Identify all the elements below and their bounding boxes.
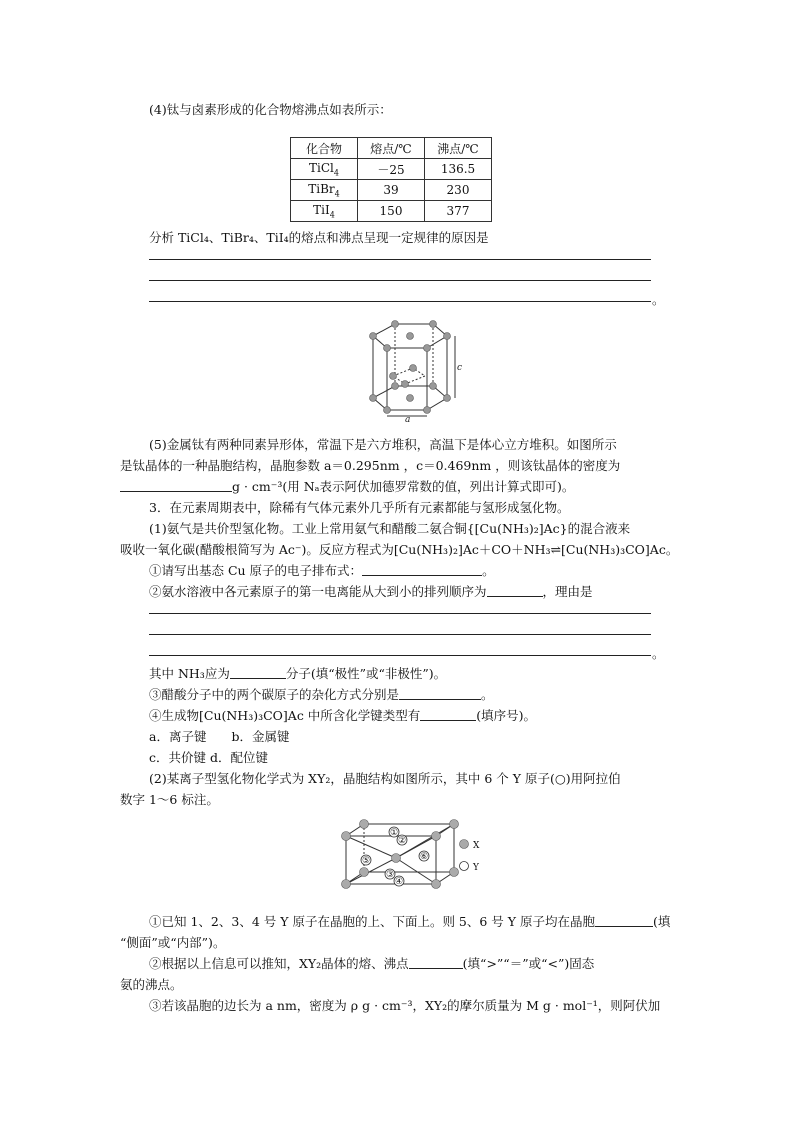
q3-s1: ①请写出基态 Cu 原子的电子排布式： 。 — [149, 563, 495, 578]
q3-t2-line2: 氨的沸点。 — [120, 977, 183, 992]
q3-s4: ④生成物[Cu(NH₃)₃CO]Ac 中所含化学键类型有 (填序号)。 — [149, 708, 537, 723]
table-header-row — [291, 138, 492, 159]
atom-label: ③ — [386, 870, 395, 880]
table-cell: TiI$_4$ — [291, 201, 358, 222]
q3-p1-line2: 吸收一氧化碳(醋酸根简写为 Ac⁻)。反应方程式为[Cu(NH₃)₂]Ac＋CO＋NH₃⇌[Cu(NH₃)₃CO]Ac。 — [120, 542, 679, 557]
table-row — [291, 159, 492, 180]
end-mark: 。 — [652, 646, 665, 661]
table-row — [291, 180, 492, 201]
answer-blank[interactable] — [420, 708, 476, 721]
q3-t1-line1: ①已知 1、2、3、4 号 Y 原子在晶胞的上、下面上。则 5、6 号 Y 原子均在晶胞 (填 — [149, 914, 671, 929]
table-header: 化合物 — [291, 138, 358, 159]
answer-blank[interactable] — [487, 584, 543, 597]
legend-y-label: Y — [473, 863, 479, 873]
answer-line — [149, 613, 651, 614]
end-mark: 。 — [652, 292, 665, 307]
figure-label-c: c — [457, 363, 463, 373]
hexagonal-cell-figure — [355, 318, 470, 423]
p4-intro: (4)钛与卤素形成的化合物熔沸点如表所示： — [149, 102, 392, 117]
figure-label-a: a — [405, 415, 411, 423]
q3-p1-line1: (1)氨气是共价型氢化物。工业上常用氨气和醋酸二氨合铜{[Cu(NH₃)₂]Ac}的混合液来 — [149, 521, 631, 536]
q3-t2-line1: ②根据以上信息可以推知，XY₂晶体的熔、沸点 (填“>”“＝”或“<”)固态 — [149, 956, 595, 971]
p4-question: 分析 TiCl₄、TiBr₄、TiI₄的熔点和沸点呈现一定规律的原因是 — [149, 230, 489, 245]
answer-line — [149, 634, 651, 635]
table-cell: TiCl$_4$ — [291, 159, 358, 180]
table-header: 沸点/℃ — [425, 138, 492, 159]
q3-s2b: 其中 NH₃应为 分子(填“极性”或“非极性”)。 — [149, 666, 447, 681]
answer-blank[interactable] — [362, 563, 482, 576]
q3-title: 3．在元素周期表中，除稀有气体元素外几乎所有元素都能与氢形成氢化物。 — [149, 500, 570, 515]
answer-blank[interactable] — [399, 687, 481, 700]
atom-label: ④ — [395, 877, 404, 887]
answer-line — [149, 655, 651, 656]
melting-boiling-table — [290, 137, 492, 222]
q3-p2-line1: (2)某离子型氢化物化学式为 XY₂，晶胞结构如图所示，其中 6 个 Y 原子(○)用阿拉伯 — [149, 771, 621, 786]
answer-blank[interactable] — [409, 956, 463, 969]
table-cell: 150 — [358, 201, 425, 222]
table-row — [291, 201, 492, 222]
legend-x-label: X — [473, 841, 480, 851]
answer-line — [149, 280, 651, 281]
p5-line2: 是钛晶体的一种晶胞结构，晶胞参数 a＝0.295nm ，c＝0.469nm ，则该钛晶体的密度为 — [120, 458, 621, 473]
answer-blank[interactable] — [595, 914, 653, 927]
q3-p2-line2: 数字 1～6 标注。 — [120, 792, 219, 807]
legend-x-marker — [460, 840, 469, 849]
atom-label: ⑥ — [420, 852, 429, 862]
p5-line3: g · cm⁻³(用 Nₐ表示阿伏加德罗常数的值，列出计算式即可)。 — [120, 477, 574, 495]
table-cell: 39 — [358, 180, 425, 201]
atom-label: ② — [398, 836, 407, 846]
xy2-cell-figure — [336, 814, 496, 896]
p5-line1: (5)金属钛有两种同素异形体，常温下是六方堆积，高温下是体心立方堆积。如图所示 — [149, 437, 617, 452]
atom-label: ⑤ — [362, 856, 371, 866]
table-cell: 230 — [425, 180, 492, 201]
q3-options-2: c．共价键 d．配位键 — [149, 750, 268, 765]
answer-line — [149, 259, 651, 260]
table-cell: TiBr$_4$ — [291, 180, 358, 201]
table-cell: －25 — [358, 159, 425, 180]
q3-s3: ③醋酸分子中的两个碳原子的杂化方式分别是 。 — [149, 687, 494, 702]
atom-label: ① — [390, 828, 399, 838]
table-header: 熔点/℃ — [358, 138, 425, 159]
q3-s2: ②氨水溶液中各元素原子的第一电离能从大到小的排列顺序为 ，理由是 — [149, 584, 593, 599]
q3-t1-line2: “侧面”或“内部”)。 — [120, 935, 226, 950]
answer-line — [149, 301, 651, 302]
table-cell: 377 — [425, 201, 492, 222]
answer-blank[interactable] — [120, 479, 232, 492]
table-cell: 136.5 — [425, 159, 492, 180]
q3-t3-line1: ③若该晶胞的边长为 a nm，密度为 ρ g · cm⁻³，XY₂的摩尔质量为 M g · mol⁻¹，则阿伏加 — [149, 998, 661, 1013]
q3-options-1: a．离子键 b．金属键 — [149, 729, 290, 744]
legend-y-marker — [460, 862, 469, 871]
answer-blank[interactable] — [230, 666, 286, 679]
